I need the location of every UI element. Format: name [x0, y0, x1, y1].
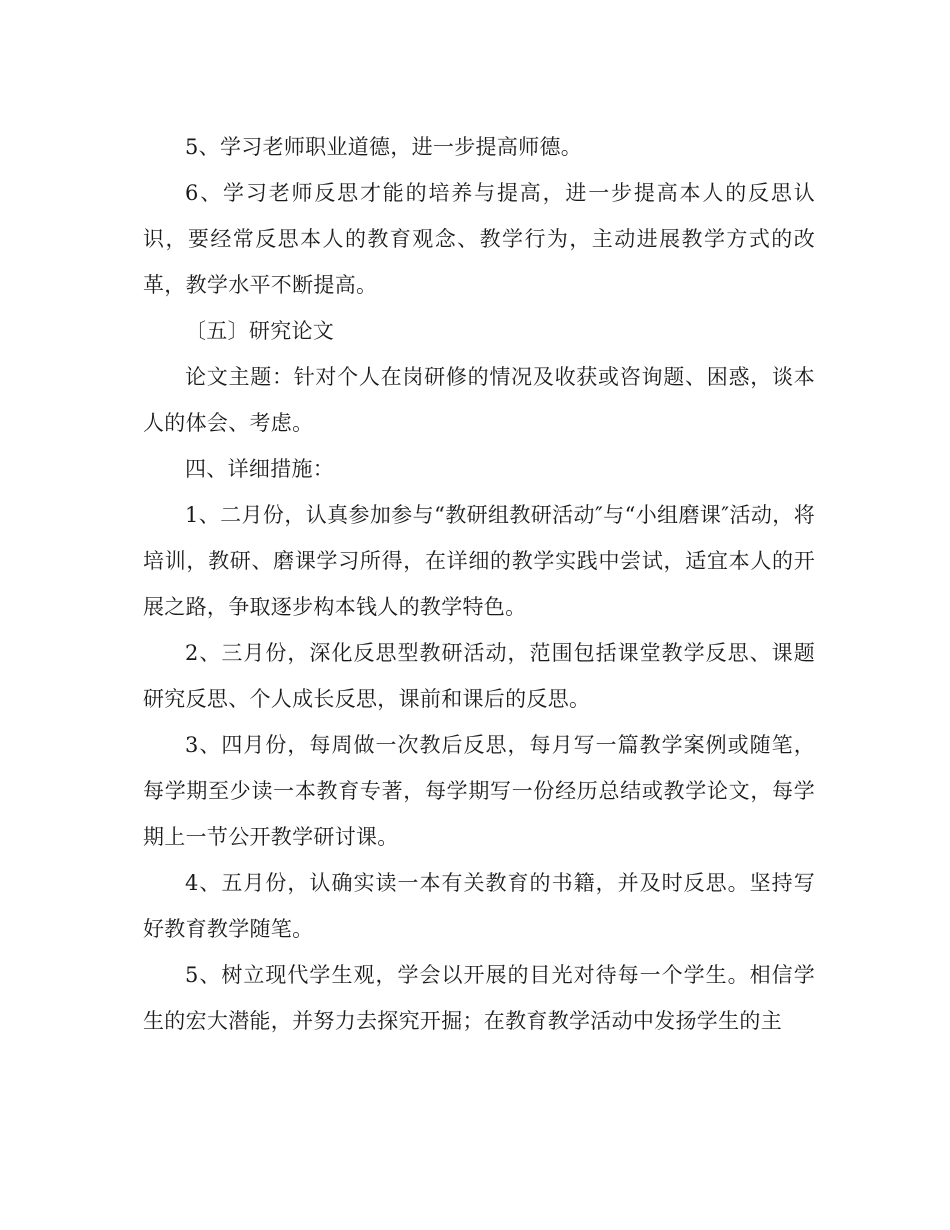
paragraph-student-view: 5、树立现代学生观，学会以开展的目光对待每一个学生。相信学生的宏大潜能，并努力去探究开掘；在教育教学活动中发扬学生的主	[143, 963, 815, 1033]
paragraph-paper-topic: 论文主题：针对个人在岗研修的情况及收获或咨询题、困惑，谈本人的体会、考虑。	[143, 365, 815, 435]
paragraph-ethics: 5、学习老师职业道德，进一步提高师德。	[185, 135, 583, 159]
section-heading-research-paper: 〔五〕研究论文	[185, 319, 335, 343]
paragraph-february: 1、二月份，认真参加参与“教研组教研活动″与“小组磨课″活动，将培训，教研、磨课学习所得，在详细的教学实践中尝试，适宜本人的开展之路，争取逐步构本钱人的教学特色。	[143, 503, 815, 619]
paragraph-april: 3、四月份，每周做一次教后反思，每月写一篇教学案例或随笔，每学期至少读一本教育专著，每学期写一份经历总结或教学论文，每学期上一节公开教学研讨课。	[143, 733, 815, 849]
paragraph-may: 4、五月份，认确实读一本有关教育的书籍，并及时反思。坚持写好教育教学随笔。	[143, 871, 815, 941]
document-body	[143, 124, 815, 1044]
paragraph-march: 2、三月份，深化反思型教研活动，范围包括课堂教学反思、课题研究反思、个人成长反思，课前和课后的反思。	[143, 641, 815, 711]
section-heading-measures: 四、详细措施：	[185, 457, 335, 481]
paragraph-reflection: 6、学习老师反思才能的培养与提高，进一步提高本人的反思认识，要经常反思本人的教育观念、教学行为，主动进展教学方式的改革，教学水平不断提高。	[143, 181, 815, 297]
